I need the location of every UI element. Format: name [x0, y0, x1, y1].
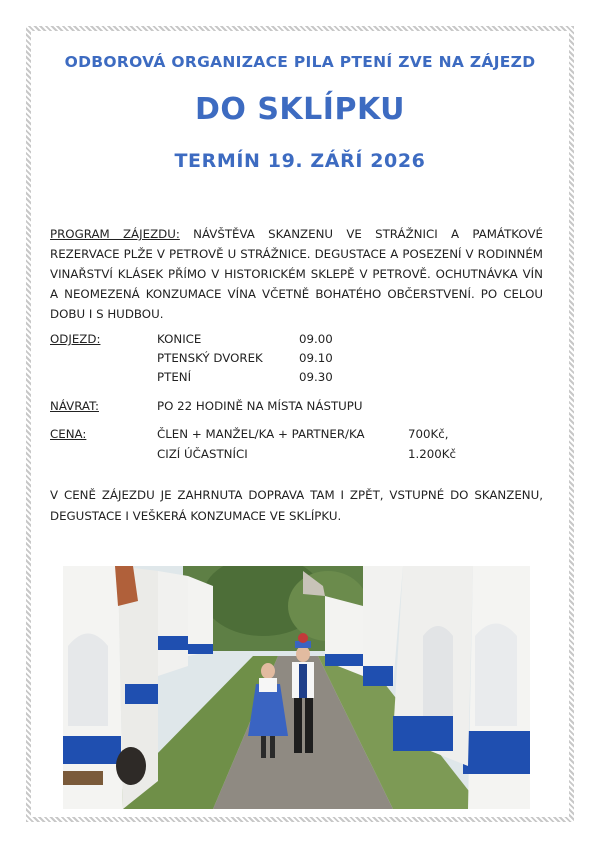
price-amount-1: 700Kč, [408, 427, 449, 441]
organizer-line: ODBOROVÁ ORGANIZACE PILA PTENÍ ZVE NA ZÁJEZD [64, 53, 536, 71]
departure-place-2: PTENSKÝ DVOREK [157, 351, 263, 365]
departure-time-2: 09.10 [299, 351, 333, 365]
program-paragraph [50, 224, 543, 324]
return-label: NÁVRAT: [50, 399, 99, 413]
program-label: PROGRAM ZÁJEZDU: [50, 227, 180, 241]
price-who-1: ČLEN + MANŽEL/KA + PARTNER/KA [157, 427, 365, 441]
event-date: TERMÍN 19. ZÁŘÍ 2026 [174, 150, 426, 172]
event-title: DO SKLÍPKU [194, 92, 406, 127]
departure-label: ODJEZD: [50, 332, 101, 346]
price-note: V CENĚ ZÁJEZDU JE ZAHRNUTA DOPRAVA TAM I ZPĚT, VSTUPNÉ DO SKANZENU, DEGUSTACE I VEŠKERÁ KONZUMACE VE SKLÍPKU. [50, 488, 543, 523]
departure-time-3: 09.30 [299, 370, 333, 384]
program-text: NÁVŠTĚVA SKANZENU VE STRÁŽNICI A PAMÁTKOVÉ REZERVACE PLŽE V PETROVĚ U STRÁŽNICE. DEGUSTACE A POSEZENÍ V RODINNÉM VINAŘSTVÍ KLÁSEK PŘÍMO V HISTORICKÉM SKLEPĚ V PETROVĚ. OCHUTNÁVKA VÍN A NEOMEZENÁ KONZUMACE VÍNA VČETNĚ BOHATÉHO OBČERSTVENÍ. PO CELOU DOBU I S HUDBOU. [50, 227, 543, 321]
departure-time-1: 09.00 [299, 332, 333, 346]
departure-place-1: KONICE [157, 332, 202, 346]
price-amount-2: 1.200Kč [408, 447, 456, 461]
wine-cellar-photo [63, 566, 530, 809]
return-text: PO 22 HODINĚ NA MÍSTA NÁSTUPU [157, 399, 363, 413]
departure-place-3: PTENÍ [157, 370, 192, 384]
price-who-2: CIZÍ ÚČASTNÍCI [157, 447, 248, 461]
price-label: CENA: [50, 427, 87, 441]
